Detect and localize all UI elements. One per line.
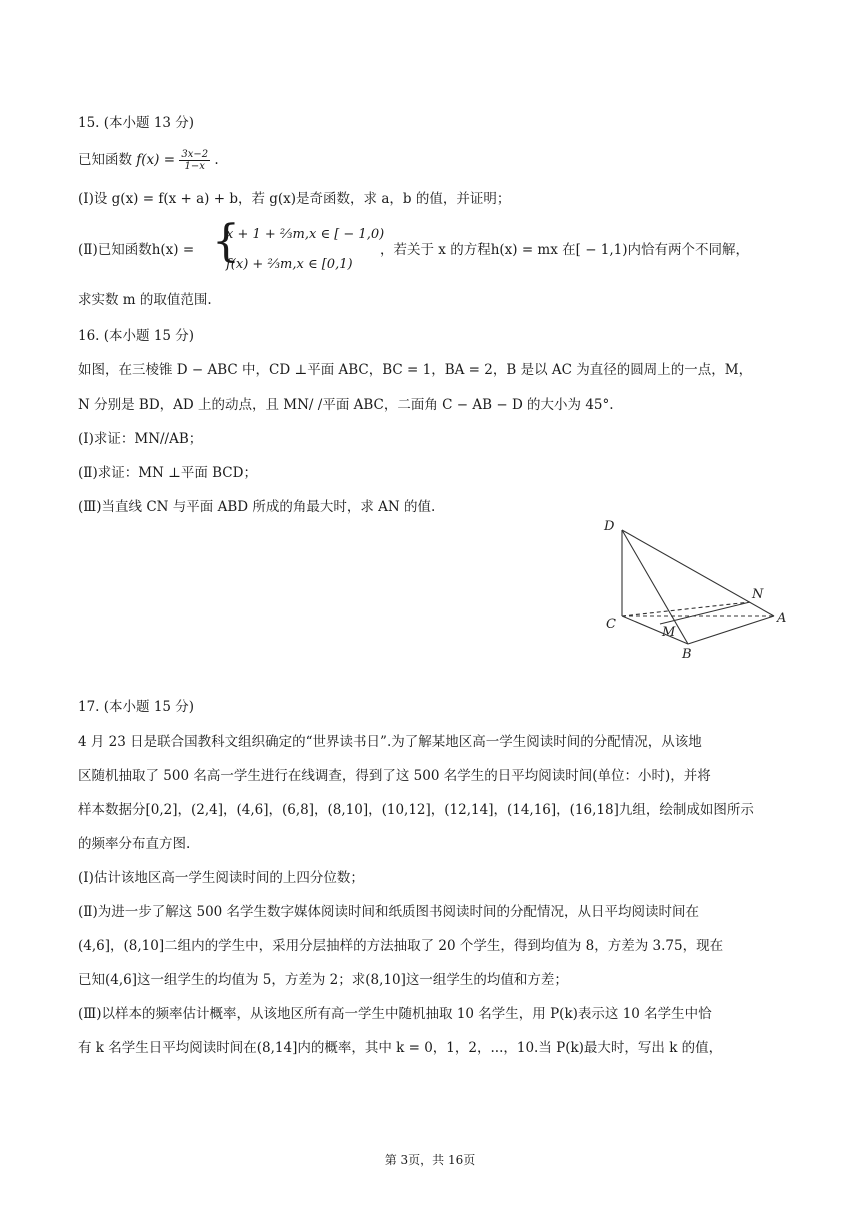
q15-fx: f(x) =	[136, 152, 176, 168]
q16-line2: N 分别是 BD，AD 上的动点，且 MN/ /平面 ABC，二面角 C − AB − D 的大小为 45°.	[78, 397, 614, 413]
q16-part3: (Ⅲ)当直线 CN 与平面 ABD 所成的角最大时，求 AN 的值.	[78, 499, 436, 515]
q15-suffix: .	[214, 152, 219, 168]
q16-header: 16. (本小题 15 分)	[78, 328, 195, 344]
q16-part2: (Ⅱ)求证：MN ⊥平面 BCD；	[78, 465, 257, 481]
q17-part1: (Ⅰ)估计该地区高一学生阅读时间的上四分位数；	[78, 870, 364, 886]
q17-part3-line2: 有 k 名学生日平均阅读时间在(8,14]内的概率，其中 k = 0，1，2，...，10.当 P(k)最大时，写出 k 的值，	[78, 1040, 723, 1056]
q15-prefix: 已知函数	[78, 152, 132, 168]
q15-part2-prefix: (Ⅱ)已知函数h(x) =	[78, 242, 195, 258]
q17-part2-line2: (4,6]，(8,10]二组内的学生中，采用分层抽样的方法抽取了 20 个学生，得到均值为 8，方差为 3.75，现在	[78, 938, 724, 954]
q17-line2: 区随机抽取了 500 名高一学生进行在线调查，得到了这 500 名学生的日平均阅读时间(单位：小时)，并将	[78, 768, 711, 784]
piecewise-brace: {	[212, 216, 240, 267]
q17-part2-line1: (Ⅱ)为进一步了解这 500 名学生数字媒体阅读时间和纸质图书阅读时间的分配情况，从日平均阅读时间在	[78, 904, 700, 920]
edge-DA	[622, 530, 774, 616]
tetrahedron-figure	[596, 512, 796, 662]
q15-header: 15. (本小题 13 分)	[78, 115, 195, 131]
label-M: M	[662, 625, 676, 640]
q17-line1: 4 月 23 日是联合国教科文组织确定的“世界读书日”.为了解某地区高一学生阅读时间的分配情况，从该地	[78, 734, 702, 750]
q17-header: 17. (本小题 15 分)	[78, 699, 195, 715]
label-C: C	[606, 617, 616, 632]
label-D: D	[604, 519, 615, 534]
q17-part3-line1: (Ⅲ)以样本的频率估计概率，从该地区所有高一学生中随机抽取 10 名学生，用 P(k)表示这 10 名学生中恰	[78, 1006, 712, 1022]
q17-part2-line3: 已知(4,6]这一组学生的均值为 5，方差为 2；求(8,10]这一组学生的均值和方差；	[78, 972, 568, 988]
q15-fraction	[179, 149, 210, 172]
segment-CN-dashed	[622, 602, 750, 616]
q15-case-2: f(x) + ⅔m,x ∈ [0,1)	[226, 257, 353, 272]
label-A: A	[777, 611, 787, 626]
q15-part1: (Ⅰ)设 g(x) = f(x + a) + b，若 g(x)是奇函数，求 a，b 的值，并证明；	[78, 191, 511, 207]
q15-part2-suffix: ，若关于 x 的方程h(x) = mx 在[ − 1,1)内恰有两个不同解，	[380, 242, 750, 258]
edge-CB	[622, 616, 688, 644]
q15-function-definition	[78, 149, 782, 172]
q16-line1: 如图，在三棱锥 D − ABC 中，CD ⊥平面 ABC，BC = 1，BA = 2，B 是以 AC 为直径的圆周上的一点，M，	[78, 362, 753, 378]
label-B: B	[682, 647, 692, 662]
label-N: N	[752, 587, 764, 602]
q15-case-1: x + 1 + ⅔m,x ∈ [ − 1,0)	[226, 227, 385, 242]
q15-part2-line2: 求实数 m 的取值范围.	[78, 292, 212, 308]
q15-frac-num: 3x−2	[181, 149, 209, 160]
q15-frac-den: 1−x	[184, 161, 205, 172]
segment-MN	[660, 602, 750, 624]
edge-DB	[622, 530, 688, 644]
q17-line3: 样本数据分[0,2]，(2,4]，(4,6]，(6,8]，(8,10]，(10,12]，(12,14]，(14,16]，(16,18]九组，绘制成如图所示	[78, 802, 754, 818]
q16-part1: (Ⅰ)求证：MN//AB；	[78, 431, 203, 447]
q17-line4: 的频率分布直方图.	[78, 836, 191, 852]
page-footer: 第 3页，共 16页	[384, 1153, 476, 1167]
edge-BA	[688, 616, 774, 644]
